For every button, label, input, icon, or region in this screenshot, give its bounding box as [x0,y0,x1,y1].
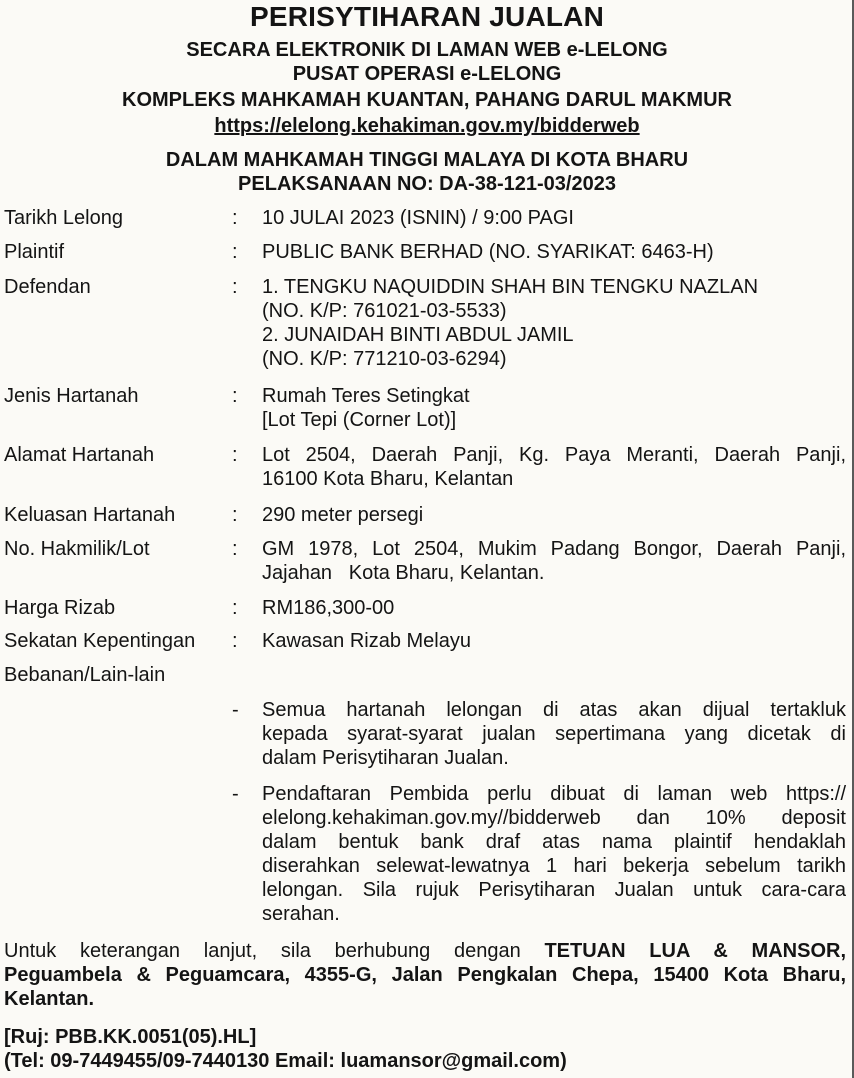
note-bidder-registration [262,782,846,926]
bullet-dash: - [232,699,239,721]
note-line: dalam bentuk bank draf atas nama plaintif hendaklah [262,831,846,853]
label-property-address: Alamat Hartanah [4,444,155,466]
defendant-line: 2. JUNAIDAH BINTI ABDUL JAMIL [262,324,574,346]
colon-separator: : [232,504,238,526]
contact-line-1 [4,939,846,963]
label-property-type: Jenis Hartanah [4,385,139,407]
court-name: DALAM MAHKAMAH TINGGI MALAYA DI KOTA BHARU [165,149,689,171]
defendant-line: (NO. K/P: 771210-03-6294) [262,348,507,370]
note-sale-conditions [262,698,846,770]
contact-line-3 [4,987,846,1011]
title-lot-line: GM 1978, Lot 2504, Mukim Padang Bongor, Daerah Panji, [262,538,846,560]
colon-separator: : [232,207,238,229]
contact-paragraph [4,939,846,1011]
bullet-dash: - [232,783,239,805]
header-subtitle-2: PUSAT OPERASI e-LELONG [292,63,562,85]
bidder-website-link[interactable]: https://elelong.kehakiman.gov.my/bidderweb [214,115,640,137]
plaintiff-text: PUBLIC BANK BERHAD (NO. SYARIKAT: 6463-H) [262,241,714,263]
note-line: diserahkan selewat-lewatnya 1 hari bekerja sebelum tarikh [262,855,846,877]
value-plaintiff [262,240,846,264]
colon-separator: : [232,241,238,263]
note-line: kepada syarat-syarat jualan sepertimana yang dicetak di [262,723,846,745]
value-restriction-interest [262,629,846,653]
colon-separator: : [232,597,238,619]
execution-number: PELAKSANAAN NO: DA-38-121-03/2023 [238,173,616,195]
reference-number: [Ruj: PBB.KK.0051(05).HL] [4,1026,257,1048]
defendant-line: (NO. K/P: 761021-03-5533) [262,300,507,322]
note-line: serahan. [262,903,340,925]
label-title-lot: No. Hakmilik/Lot [4,538,150,560]
label-plaintiff: Plaintif [4,241,65,263]
label-restriction-interest: Sekatan Kepentingan [4,630,196,652]
label-auction-date: Tarikh Lelong [4,207,123,229]
contact-tel-email: (Tel: 09-7449455/09-7440130 Email: luamansor@gmail.com) [4,1050,567,1072]
colon-separator: : [232,444,238,466]
value-property-area [262,503,846,527]
header-subtitle-3: KOMPLEKS MAHKAMAH KUANTAN, PAHANG DARUL MAKMUR [122,89,732,111]
contact-line-2 [4,963,846,987]
note-line: Semua hartanah lelongan di atas akan dijual tertakluk [262,699,846,721]
label-defendant: Defendan [4,276,91,298]
law-firm-address-end: Kelantan. [4,988,95,1010]
property-address-line: Lot 2504, Daerah Panji, Kg. Paya Meranti, Daerah Panji, [262,444,846,466]
value-property-type [262,384,846,432]
value-title-lot [262,537,846,585]
note-line: Pendaftaran Pembida perlu dibuat di laman web https:// [262,783,846,805]
note-line: elelong.kehakiman.gov.my//bidderweb dan 10% deposit [262,807,846,829]
value-property-address [262,443,846,491]
property-address-line: 16100 Kota Bharu, Kelantan [262,468,514,490]
property-type-line: [Lot Tepi (Corner Lot)] [262,409,457,431]
note-line: dalam Perisytiharan Jualan. [262,747,509,769]
label-encumbrance: Bebanan/Lain-lain [4,664,166,686]
defendant-line: 1. TENGKU NAQUIDDIN SHAH BIN TENGKU NAZLAN [262,276,759,298]
label-reserve-price: Harga Rizab [4,597,116,619]
contact-intro: Untuk keterangan lanjut, sila berhubung dengan [4,940,521,962]
law-firm-address: Peguambela & Peguamcara, 4355-G, Jalan Pengkalan Chepa, 15400 Kota Bharu, [4,964,846,986]
label-property-area: Keluasan Hartanah [4,504,176,526]
property-area-text: 290 meter persegi [262,504,424,526]
law-firm-name: TETUAN LUA & MANSOR, [544,940,847,962]
header-subtitle-1: SECARA ELEKTRONIK DI LAMAN WEB e-LELONG [186,39,668,61]
restriction-interest-text: Kawasan Rizab Melayu [262,630,471,652]
colon-separator: : [232,385,238,407]
value-auction-date [262,206,846,230]
colon-separator: : [232,276,238,298]
reserve-price-text: RM186,300-00 [262,597,395,619]
auction-date-text: 10 JULAI 2023 (ISNIN) / 9:00 PAGI [262,207,574,229]
value-defendants [262,275,846,371]
colon-separator: : [232,538,238,560]
note-line: lelongan. Sila rujuk Perisytiharan Jualan untuk cara-cara [262,879,846,901]
colon-separator: : [232,630,238,652]
title-lot-line: Jajahan Kota Bharu, Kelantan. [262,562,545,584]
property-type-line: Rumah Teres Setingkat [262,385,470,407]
value-reserve-price [262,596,846,620]
notice-title: PERISYTIHARAN JUALAN [249,1,605,32]
